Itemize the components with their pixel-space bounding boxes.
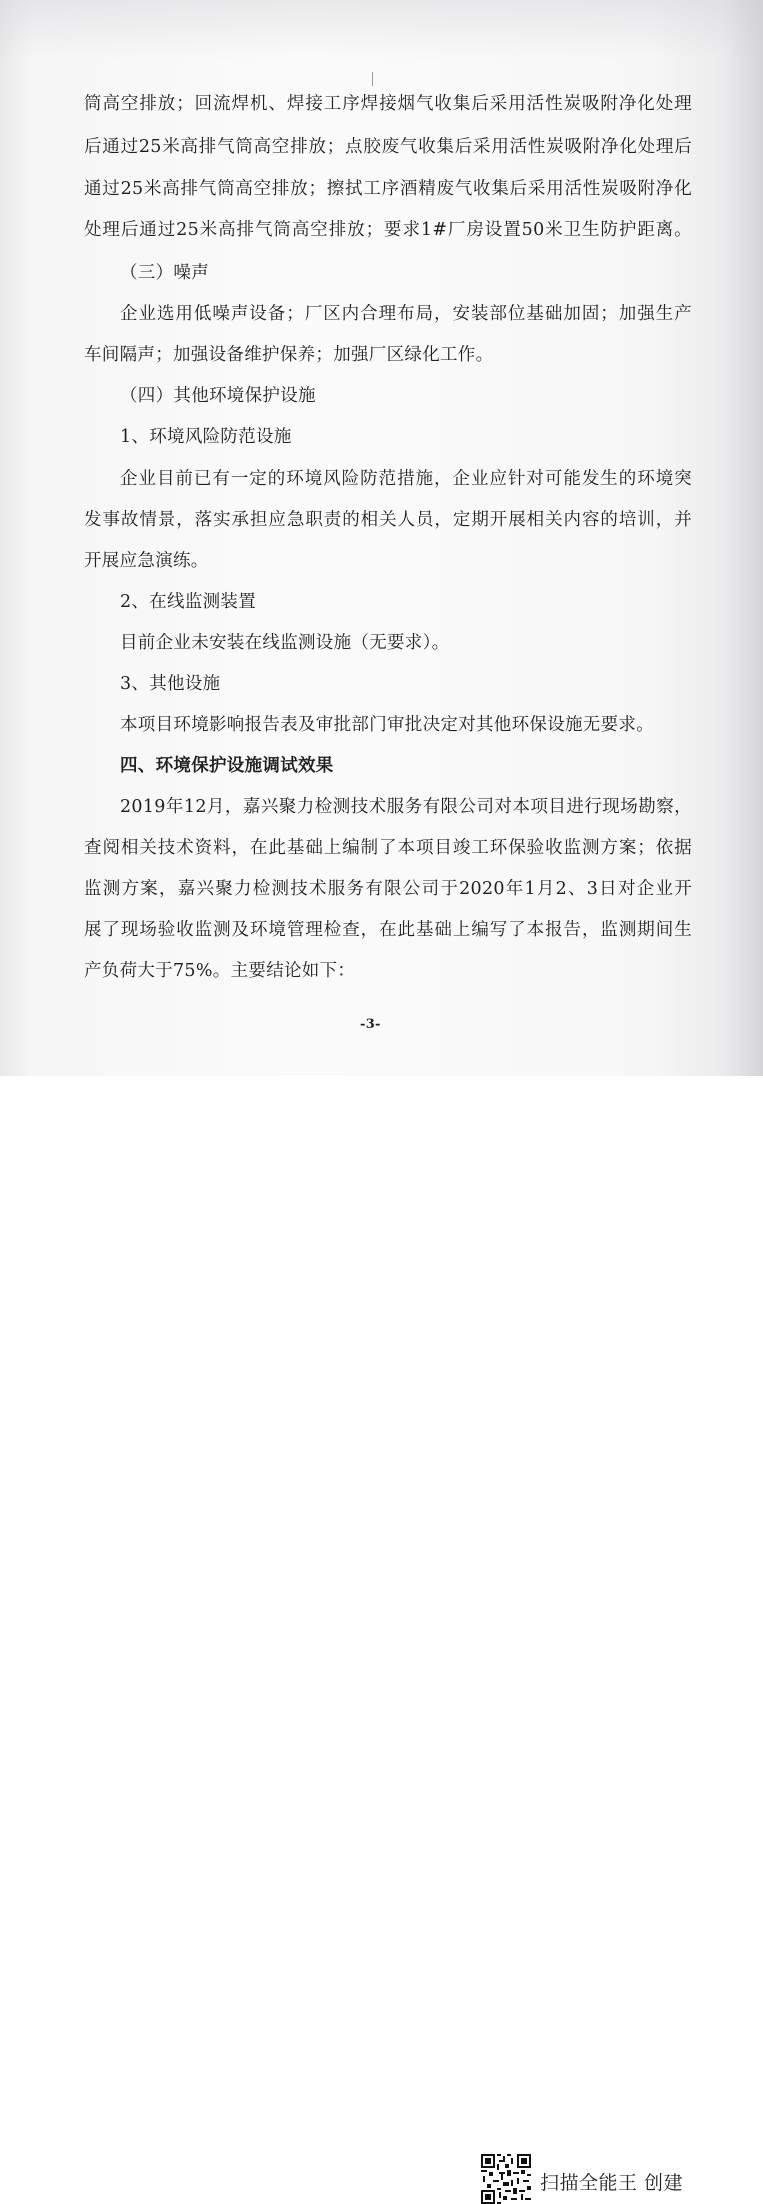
scanner-footer [0,1076,763,2194]
paragraph-line: 企业选用低噪声设备；厂区内合理布局，安装部位基础加固；加强生产 [120,304,692,324]
chapter-heading: 四、环境保护设施调试效果 [120,756,334,776]
paragraph-line: 监测方案，嘉兴聚力检测技术服务有限公司于2020年1月2、3日对企业开 [84,879,692,899]
scan-shadow-top [0,0,763,60]
qr-code-icon [481,2154,531,2204]
paragraph-line: 发事故情景，落实承担应急职责的相关人员，定期开展相关内容的培训，并 [84,510,692,530]
subsection-heading: 3、其他设施 [120,674,221,694]
page-number: -3- [360,1017,381,1032]
scanner-app-label: 扫描全能王 创建 [540,2172,684,2194]
paragraph-line: 通过25米高排气筒高空排放；擦拭工序酒精废气收集后采用活性炭吸附净化 [84,179,692,199]
scan-mark [372,72,373,86]
paragraph-line: 2019年12月，嘉兴聚力检测技术服务有限公司对本项目进行现场勘察， [120,797,692,817]
paragraph-line: 开展应急演练。 [84,551,209,571]
paragraph-line: 本项目环境影响报告表及审批部门审批决定对其他环保设施无要求。 [120,715,654,735]
paragraph-line: 查阅相关技术资料，在此基础上编制了本项目竣工环保验收监测方案；依据 [84,838,692,858]
paragraph-line: 处理后通过25米高排气筒高空排放；要求1#厂房设置50米卫生防护距离。 [84,220,692,240]
paragraph-line: 产负荷大于75%。主要结论如下： [84,961,356,981]
paragraph-line: 展了现场验收监测及环境管理检查，在此基础上编写了本报告，监测期间生 [84,920,692,940]
paragraph-line: 后通过25米高排气筒高空排放；点胶废气收集后采用活性炭吸附净化处理后 [84,137,692,157]
paragraph-line: 车间隔声；加强设备维护保养；加强厂区绿化工作。 [84,345,494,365]
section-heading: （三）噪声 [120,263,209,283]
paragraph-line: 筒高空排放；回流焊机、焊接工序焊接烟气收集后采用活性炭吸附净化处理 [84,94,692,114]
scan-shadow-right [723,0,763,1076]
subsection-heading: 2、在线监测装置 [120,592,257,612]
paragraph-line: 目前企业未安装在线监测设施（无要求）。 [120,633,450,653]
paragraph-line: 企业目前已有一定的环境风险防范措施，企业应针对可能发生的环境突 [120,469,692,489]
scanned-page [0,0,763,1076]
section-heading: （四）其他环境保护设施 [120,386,316,406]
subsection-heading: 1、环境风险防范设施 [120,427,292,447]
